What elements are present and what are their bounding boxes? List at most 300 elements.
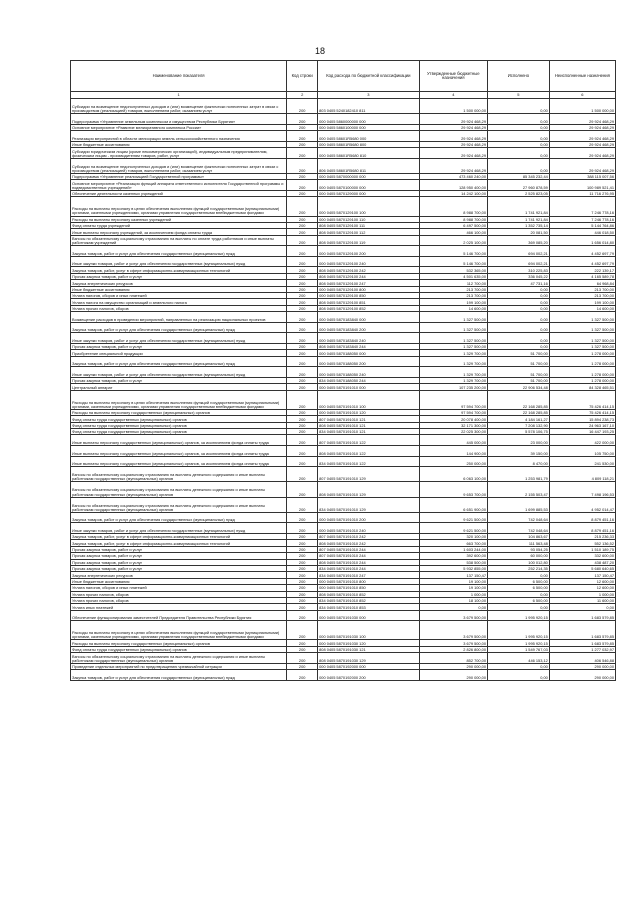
cell-budget-code: 808 0405 5870129100 111	[318, 222, 419, 228]
cell-approved: 538 500,00	[419, 559, 487, 565]
cell-budget-code: 834 0405 5870191010 129	[318, 497, 419, 512]
table-row	[71, 114, 616, 125]
cell-indicator-name: Уплата прочих налогов, сборов	[71, 591, 287, 597]
cell-executed: 0,00	[488, 286, 550, 292]
cell-budget-code: 000 0405 5870188050 240	[318, 367, 419, 378]
cell-unexecuted: 1 278 000,00	[549, 377, 615, 383]
cell-indicator-name: Расходы на выплаты персоналу казенных учреждений	[71, 216, 287, 222]
cell-indicator-name: Иные закупки товаров, работ и услуг для обеспечения государственных (муниципальных) нужд	[71, 256, 287, 267]
cell-executed: 446 153,12	[488, 653, 550, 664]
cell-indicator-name: Подпрограмма «Управление земельным комплексом и имуществом Республики Бурятия»	[71, 114, 287, 125]
cell-executed: 60 000,00	[488, 553, 550, 559]
cell-executed: 0,00	[488, 299, 550, 305]
cell-executed: 1 549 767,03	[488, 646, 550, 652]
cell-executed: 51 700,00	[488, 356, 550, 367]
cell-row-code: 200	[287, 429, 318, 435]
cell-budget-code: 834 0405 5870191010 247	[318, 572, 419, 578]
cell-indicator-name: Закупка товаров, работ и услуг для обеспечения государственных (муниципальных) нужд	[71, 322, 287, 333]
cell-unexecuted: 11 600,00	[549, 597, 615, 603]
cell-budget-code: 000 0405 5870192000 000	[318, 663, 419, 669]
cell-budget-code: 000 0405 5870191010 120	[318, 409, 419, 415]
cell-approved: 128 950 400,00	[419, 180, 487, 191]
cell-row-code: 200	[287, 467, 318, 482]
cell-indicator-name: Прочая закупка товаров, работ и услуг	[71, 546, 287, 552]
cell-unexecuted: 100 989 521,41	[549, 180, 615, 191]
cell-approved: 29 924 468,29	[419, 141, 487, 147]
cell-executed: 39 150,00	[488, 446, 550, 457]
header-budget-code: Код расхода по бюджетной классификации	[318, 61, 419, 92]
cell-approved: 29 924 468,29	[419, 124, 487, 130]
cell-unexecuted: 11 716 276,95	[549, 190, 615, 196]
cell-executed: 1 995 920,15	[488, 640, 550, 646]
cell-row-code: 200	[287, 280, 318, 286]
cell-unexecuted: 24 963 167,10	[549, 422, 615, 428]
cell-unexecuted: 1 510 189,75	[549, 546, 615, 552]
cell-executed: 0,00	[488, 158, 550, 173]
cell-executed: 0,00	[488, 333, 550, 344]
cell-budget-code: 806 0405 58601R5680 811	[318, 158, 419, 173]
cell-unexecuted: 1 277 032,97	[549, 646, 615, 652]
table-row	[71, 422, 616, 428]
cell-approved: 107 235 200,00	[419, 384, 487, 390]
cell-unexecuted: 0,00	[549, 604, 615, 610]
cell-approved: 1 329 700,00	[419, 367, 487, 378]
cell-indicator-name: Реализация мероприятий в области мелиорации земель сельскохозяйственного назначения	[71, 131, 287, 142]
cell-approved: 1 329 700,00	[419, 377, 487, 383]
cell-indicator-name: Закупка товаров, работ и услуг для обеспечения государственных (муниципальных) нужд	[71, 356, 287, 367]
cell-approved: 1 000,00	[419, 591, 487, 597]
table-row	[71, 312, 616, 323]
cell-unexecuted: 4 952 014,47	[549, 497, 615, 512]
cell-row-code: 200	[287, 131, 318, 142]
cell-row-code: 200	[287, 565, 318, 571]
table-row	[71, 99, 616, 114]
cell-approved: 97 594 700,00	[419, 409, 487, 415]
cell-executed: 310 225,83	[488, 267, 550, 273]
cell-row-code: 200	[287, 416, 318, 422]
cell-indicator-name: Фонд оплаты труда государственных (муниципальных) органов	[71, 429, 287, 435]
cell-unexecuted: 290 000,00	[549, 663, 615, 669]
table-row	[71, 180, 616, 191]
cell-approved: 6 063 100,00	[419, 467, 487, 482]
cell-executed: 0,00	[488, 604, 550, 610]
cell-indicator-name: Уплата налога на имущество организаций и земельного налога	[71, 299, 287, 305]
cell-executed: 1 995 920,15	[488, 621, 550, 640]
cell-executed: 1 352 735,14	[488, 222, 550, 228]
cell-indicator-name: Закупка товаров, работ и услуг для обеспечения государственных (муниципальных) нужд	[71, 246, 287, 257]
cell-approved: 3 679 500,00	[419, 640, 487, 646]
cell-budget-code: 000 0405 5870129100 240	[318, 256, 419, 267]
cell-budget-code: 000 0405 5870129100 110	[318, 216, 419, 222]
cell-executed: 7 208 132,90	[488, 422, 550, 428]
cell-budget-code: 000 0405 5870191010 100	[318, 390, 419, 409]
cell-indicator-name: Расходы на выплаты персоналу в целях обеспечения выполнения функций государственными (муниципальными) органами, казенными учреждениями, органами управления государственными внебюджетными фондами	[71, 621, 287, 640]
cell-budget-code: 834 0405 5870191010 852	[318, 597, 419, 603]
cell-approved: 19 100,00	[419, 578, 487, 584]
cell-approved: 8 988 700,00	[419, 216, 487, 222]
cell-unexecuted: 406 546,88	[549, 653, 615, 664]
cell-row-code: 200	[287, 286, 318, 292]
cell-budget-code: 834 0405 5870191010 122	[318, 456, 419, 467]
cell-approved: 29 924 468,29	[419, 148, 487, 159]
cell-row-code: 200	[287, 246, 318, 257]
cell-approved: 532 365,00	[419, 267, 487, 273]
cell-approved: 5 146 700,00	[419, 246, 487, 257]
cell-approved: 1 327 500,00	[419, 322, 487, 333]
cell-unexecuted: 4 452 697,79	[549, 246, 615, 257]
cell-row-code: 200	[287, 173, 318, 179]
header-row-code: Код строки	[287, 61, 318, 92]
table-row	[71, 467, 616, 482]
cell-unexecuted: 7 246 778,16	[549, 216, 615, 222]
cell-indicator-name: Иные закупки товаров, работ и услуг для обеспечения государственных (муниципальных) нужд	[71, 333, 287, 344]
cell-budget-code: 807 0405 5870191010 121	[318, 416, 419, 422]
cell-budget-code: 834 0405 5870191010 853	[318, 604, 419, 610]
cell-unexecuted: 222 139,17	[549, 267, 615, 273]
cell-row-code: 200	[287, 350, 318, 356]
cell-unexecuted: 1 327 500,00	[549, 312, 615, 323]
table-row	[71, 416, 616, 422]
cell-unexecuted: 7 498 196,53	[549, 482, 615, 497]
cell-budget-code: 808 0405 5870129100 244	[318, 273, 419, 279]
table-row	[71, 523, 616, 534]
cell-approved: 5 932 855,00	[419, 565, 487, 571]
cell-budget-code: 000 0405 58601R5680 000	[318, 131, 419, 142]
cell-row-code: 200	[287, 578, 318, 584]
cell-approved: 29 924 468,29	[419, 158, 487, 173]
cell-approved: 466 100,00	[419, 229, 487, 235]
cell-unexecuted: 7 246 778,16	[549, 197, 615, 216]
cell-approved: 2 025 100,00	[419, 235, 487, 246]
cell-budget-code: 808 0405 5870191030 129	[318, 653, 419, 664]
cell-approved: 1 329 700,00	[419, 356, 487, 367]
cell-budget-code: 000 0405 5870191010 850	[318, 585, 419, 591]
cell-budget-code: 000 0405 5870129100 800	[318, 286, 419, 292]
cell-approved: 290 000,00	[419, 663, 487, 669]
cell-row-code: 200	[287, 356, 318, 367]
cell-executed: 0,00	[488, 114, 550, 125]
cell-indicator-name: Взносы по обязательному социальному страхованию на выплаты денежного содержания и иные выплаты работникам государственных (муниципальных) органов	[71, 497, 287, 512]
cell-indicator-name: Уплата прочих налогов, сборов	[71, 597, 287, 603]
cell-row-code: 200	[287, 646, 318, 652]
cell-budget-code: 000 0405 5870183840 240	[318, 333, 419, 344]
cell-unexecuted: 29 924 468,29	[549, 124, 615, 130]
cell-executed: 0,00	[488, 293, 550, 299]
cell-executed: 8 470,00	[488, 456, 550, 467]
cell-indicator-name: Уплата иных платежей	[71, 604, 287, 610]
cell-unexecuted: 1 327 500,00	[549, 322, 615, 333]
cell-indicator-name: Иные бюджетные ассигнования	[71, 578, 287, 584]
table-row	[71, 670, 616, 681]
table-row	[71, 235, 616, 246]
cell-row-code: 200	[287, 377, 318, 383]
cell-indicator-name: Закупка энергетических ресурсов	[71, 280, 287, 286]
cell-row-code: 200	[287, 591, 318, 597]
cell-approved: 144 900,00	[419, 446, 487, 457]
header-approved: Утвержденные бюджетные назначения	[419, 61, 487, 92]
cell-approved: 6 497 500,00	[419, 222, 487, 228]
header-executed: Исполнено	[488, 61, 550, 92]
cell-row-code: 200	[287, 435, 318, 446]
cell-approved: 6 651 900,00	[419, 497, 487, 512]
table-row	[71, 256, 616, 267]
cell-approved: 32 171 300,00	[419, 422, 487, 428]
cell-executed: 5 578 106,75	[488, 429, 550, 435]
cell-approved: 9 653 700,00	[419, 482, 487, 497]
budget-execution-table	[70, 60, 616, 681]
cell-budget-code: 808 0405 5870191010 242	[318, 540, 419, 546]
cell-unexecuted: 552 136,52	[549, 540, 615, 546]
cell-indicator-name: Расходы на выплаты персоналу государственных (муниципальных) органов	[71, 640, 287, 646]
cell-indicator-name: Прочая закупка товаров, работ и услуг	[71, 343, 287, 349]
cell-executed: 47 731,16	[488, 280, 550, 286]
cell-executed: 0,00	[488, 322, 550, 333]
cell-executed: 1 741 921,84	[488, 216, 550, 222]
cell-executed: 0,00	[488, 124, 550, 130]
column-number: 6	[549, 92, 615, 99]
cell-row-code: 200	[287, 621, 318, 640]
column-number: 3	[318, 92, 419, 99]
table-row	[71, 267, 616, 273]
table-row	[71, 497, 616, 512]
cell-row-code: 200	[287, 229, 318, 235]
cell-indicator-name: Подпрограмма «Управление реализацией Государственной программы»	[71, 173, 287, 179]
cell-approved: 9 621 500,00	[419, 523, 487, 534]
cell-budget-code: 000 0405 5870129100 100	[318, 197, 419, 216]
cell-executed: 20 081,50	[488, 229, 550, 235]
cell-executed: 0,00	[488, 670, 550, 681]
cell-executed: 0,00	[488, 131, 550, 142]
cell-indicator-name: Иные выплаты персоналу государственных (муниципальных) органов, за исключением фонда оплаты труда	[71, 435, 287, 446]
cell-unexecuted: 1 327 500,00	[549, 333, 615, 344]
cell-budget-code: 808 0405 5870129100 852	[318, 305, 419, 311]
cell-budget-code: 000 0405 5870192000 200	[318, 670, 419, 681]
cell-indicator-name: Закупка товаров, работ, услуг в сфере информационно-коммуникационных технологий	[71, 540, 287, 546]
cell-budget-code: 808 0405 5870191010 244	[318, 559, 419, 565]
table-row	[71, 621, 616, 640]
cell-indicator-name: Закупка товаров, работ и услуг для обеспечения государственных (муниципальных) нужд	[71, 670, 287, 681]
cell-approved: 1 329 700,00	[419, 350, 487, 356]
cell-executed: 369 085,20	[488, 235, 550, 246]
cell-budget-code: 000 0405 5870191010 240	[318, 523, 419, 534]
table-row	[71, 367, 616, 378]
table-row	[71, 333, 616, 344]
cell-budget-code: 808 0405 5870129100 851	[318, 299, 419, 305]
cell-indicator-name: Иные выплаты персоналу учреждений, за исключением фонда оплаты труда	[71, 229, 287, 235]
cell-executed: 0,00	[488, 343, 550, 349]
cell-approved: 29 924 468,29	[419, 131, 487, 142]
cell-row-code: 200	[287, 604, 318, 610]
cell-budget-code: 000 0405 58601R5680 810	[318, 148, 419, 159]
cell-indicator-name: Обеспечение функционирования заместителей Председателя Правительства Республики Бурятия	[71, 610, 287, 621]
cell-unexecuted: 213 700,00	[549, 286, 615, 292]
cell-row-code: 200	[287, 512, 318, 523]
cell-unexecuted: 446 018,50	[549, 229, 615, 235]
cell-approved: 19 100,00	[419, 585, 487, 591]
cell-unexecuted: 1 683 579,85	[549, 621, 615, 640]
cell-executed: 6 500,00	[488, 585, 550, 591]
cell-unexecuted: 388 115 007,56	[549, 173, 615, 179]
table-header-row	[71, 61, 616, 92]
cell-budget-code: 000 0405 58601R5680 800	[318, 141, 419, 147]
cell-approved: 213 700,00	[419, 293, 487, 299]
cell-row-code: 200	[287, 670, 318, 681]
cell-executed: 0,00	[488, 663, 550, 669]
cell-row-code: 200	[287, 663, 318, 669]
cell-indicator-name: Уплата налогов, сборов и иных платежей	[71, 585, 287, 591]
cell-budget-code: 000 0405 5870191010 000	[318, 384, 419, 390]
cell-unexecuted: 15 894 238,73	[549, 416, 615, 422]
column-number: 1	[71, 92, 287, 99]
table-row	[71, 246, 616, 257]
cell-approved: 392 600,00	[419, 553, 487, 559]
cell-approved: 2 826 800,00	[419, 646, 487, 652]
column-number-row	[71, 92, 616, 99]
cell-indicator-name: Прочая закупка товаров, работ и услуг	[71, 273, 287, 279]
table-body	[71, 99, 616, 681]
cell-row-code: 200	[287, 293, 318, 299]
cell-row-code: 200	[287, 367, 318, 378]
cell-unexecuted: 1 327 500,00	[549, 343, 615, 349]
cell-unexecuted: 332 600,00	[549, 553, 615, 559]
cell-unexecuted: 29 924 468,29	[549, 158, 615, 173]
column-number: 4	[419, 92, 487, 99]
cell-unexecuted: 14 600,00	[549, 305, 615, 311]
cell-indicator-name: Иные бюджетные ассигнования	[71, 141, 287, 147]
cell-budget-code: 808 0405 5870129100 247	[318, 280, 419, 286]
table-row	[71, 229, 616, 235]
cell-row-code: 200	[287, 190, 318, 196]
cell-unexecuted: 4 452 697,79	[549, 256, 615, 267]
cell-approved: 14 242 100,00	[419, 190, 487, 196]
cell-budget-code: 807 0405 5870191010 242	[318, 534, 419, 540]
cell-approved: 663 700,00	[419, 540, 487, 546]
cell-indicator-name: Прочая закупка товаров, работ и услуг	[71, 559, 287, 565]
cell-executed: 1 995 920,15	[488, 610, 550, 621]
cell-row-code: 200	[287, 446, 318, 457]
cell-executed: 0,00	[488, 305, 550, 311]
cell-unexecuted: 213 700,00	[549, 293, 615, 299]
cell-approved: 20 078 400,00	[419, 416, 487, 422]
table-row	[71, 482, 616, 497]
cell-approved: 29 924 468,29	[419, 114, 487, 125]
cell-unexecuted: 1 000,00	[549, 591, 615, 597]
cell-budget-code: 000 0405 5870191010 800	[318, 578, 419, 584]
cell-executed: 85 345 232,44	[488, 173, 550, 179]
cell-approved: 320 100,00	[419, 534, 487, 540]
cell-unexecuted: 105 750,00	[549, 446, 615, 457]
cell-unexecuted: 29 924 468,29	[549, 148, 615, 159]
cell-row-code: 200	[287, 422, 318, 428]
cell-row-code: 200	[287, 610, 318, 621]
cell-indicator-name: Проведение отдельных мероприятий по предотвращению чрезвычайной ситуации	[71, 663, 287, 669]
table-row	[71, 131, 616, 142]
cell-budget-code: 807 0405 5870191010 122	[318, 435, 419, 446]
cell-unexecuted: 29 924 468,29	[549, 141, 615, 147]
cell-approved: 3 679 500,00	[419, 610, 487, 621]
cell-unexecuted: 1 278 000,00	[549, 356, 615, 367]
cell-indicator-name: Субсидии на возмещение недополученных доходов и (или) возмещение фактически понесенных затрат в связи с производством (реализацией) товаров, выполнением работ, оказанием услуг	[71, 158, 287, 173]
cell-approved: 213 700,00	[419, 286, 487, 292]
cell-executed: 93 054,25	[488, 546, 550, 552]
cell-indicator-name: Фонд оплаты труда государственных (муниципальных) органов	[71, 646, 287, 652]
cell-indicator-name: Иные выплаты персоналу государственных (муниципальных) органов, за исключением фонда оплаты труда	[71, 446, 287, 457]
cell-unexecuted: 4 809 118,21	[549, 467, 615, 482]
cell-indicator-name: Расходы на выплаты персоналу в целях обеспечения выполнения функций государственными (муниципальными) органами, казенными учреждениями, органами управления государственными внебюджетными фондами	[71, 197, 287, 216]
cell-budget-code: 808 0405 5870183840 244	[318, 343, 419, 349]
cell-unexecuted: 1 656 014,80	[549, 235, 615, 246]
cell-approved: 1 500 000,00	[419, 99, 487, 114]
table-row	[71, 446, 616, 457]
cell-budget-code: 834 0405 5870188050 244	[318, 377, 419, 383]
cell-approved: 445 000,00	[419, 435, 487, 446]
cell-executed: 6 500,00	[488, 597, 550, 603]
cell-executed: 4 184 161,27	[488, 416, 550, 422]
cell-budget-code: 834 0405 5870191010 121	[318, 429, 419, 435]
cell-budget-code: 000 0405 5870191030 120	[318, 640, 419, 646]
cell-executed: 0,00	[488, 148, 550, 159]
cell-row-code: 200	[287, 148, 318, 159]
cell-approved: 4 501 635,00	[419, 273, 487, 279]
cell-indicator-name: Расходы на выплаты персоналу государственных (муниципальных) органов	[71, 409, 287, 415]
table-row	[71, 148, 616, 159]
table-row	[71, 653, 616, 664]
cell-indicator-name: Взносы по обязательному социальному страхованию на выплаты по оплате труда работников и иные выплаты работникам учреждений	[71, 235, 287, 246]
cell-executed: 336 045,22	[488, 273, 550, 279]
cell-unexecuted: 8 879 451,16	[549, 523, 615, 534]
cell-approved: 290 000,00	[419, 670, 487, 681]
cell-approved: 473 460 240,00	[419, 173, 487, 179]
cell-budget-code: 807 0405 5870191010 244	[318, 546, 419, 552]
cell-executed: 1 699 885,53	[488, 497, 550, 512]
table-row	[71, 409, 616, 415]
cell-indicator-name: Фонд оплаты труда государственных (муниципальных) органов	[71, 416, 287, 422]
cell-unexecuted: 12 600,00	[549, 585, 615, 591]
cell-approved: 199 100,00	[419, 299, 487, 305]
cell-row-code: 200	[287, 141, 318, 147]
cell-row-code: 200	[287, 572, 318, 578]
table-row	[71, 390, 616, 409]
cell-budget-code: 000 0405 5870188050 200	[318, 356, 419, 367]
cell-indicator-name: Основное мероприятие «Реализация функций аппарата ответственного исполнителя Государственной программы и подведомственных учреждений»	[71, 180, 287, 191]
table-row	[71, 456, 616, 467]
cell-budget-code: 000 0405 5870129000 000	[318, 190, 419, 196]
cell-executed: 51 700,00	[488, 350, 550, 356]
cell-unexecuted: 1 278 000,00	[549, 350, 615, 356]
cell-indicator-name: Иные закупки товаров, работ и услуг для обеспечения государственных (муниципальных) нужд	[71, 523, 287, 534]
cell-approved: 9 621 500,00	[419, 512, 487, 523]
cell-executed: 51 700,00	[488, 367, 550, 378]
cell-unexecuted: 29 924 468,29	[549, 131, 615, 142]
cell-indicator-name: Фонд оплаты труда государственных (муниципальных) органов	[71, 422, 287, 428]
header-unexecuted: Неисполненные назначения	[549, 61, 615, 92]
table-row	[71, 540, 616, 546]
cell-budget-code: 000 0405 5870191030 100	[318, 621, 419, 640]
cell-approved: 8 988 700,00	[419, 197, 487, 216]
cell-row-code: 200	[287, 653, 318, 664]
cell-indicator-name: Взносы по обязательному социальному страхованию на выплаты денежного содержания и иные выплаты работникам государственных (муниципальных) органов	[71, 467, 287, 482]
cell-row-code: 200	[287, 99, 318, 114]
column-number: 5	[488, 92, 550, 99]
cell-row-code: 200	[287, 553, 318, 559]
cell-row-code: 200	[287, 312, 318, 323]
cell-executed: 742 048,64	[488, 523, 550, 534]
cell-approved: 1 327 500,00	[419, 333, 487, 344]
cell-row-code: 200	[287, 456, 318, 467]
cell-row-code: 200	[287, 597, 318, 603]
cell-approved: 112 700,00	[419, 280, 487, 286]
cell-executed: 252 214,35	[488, 565, 550, 571]
